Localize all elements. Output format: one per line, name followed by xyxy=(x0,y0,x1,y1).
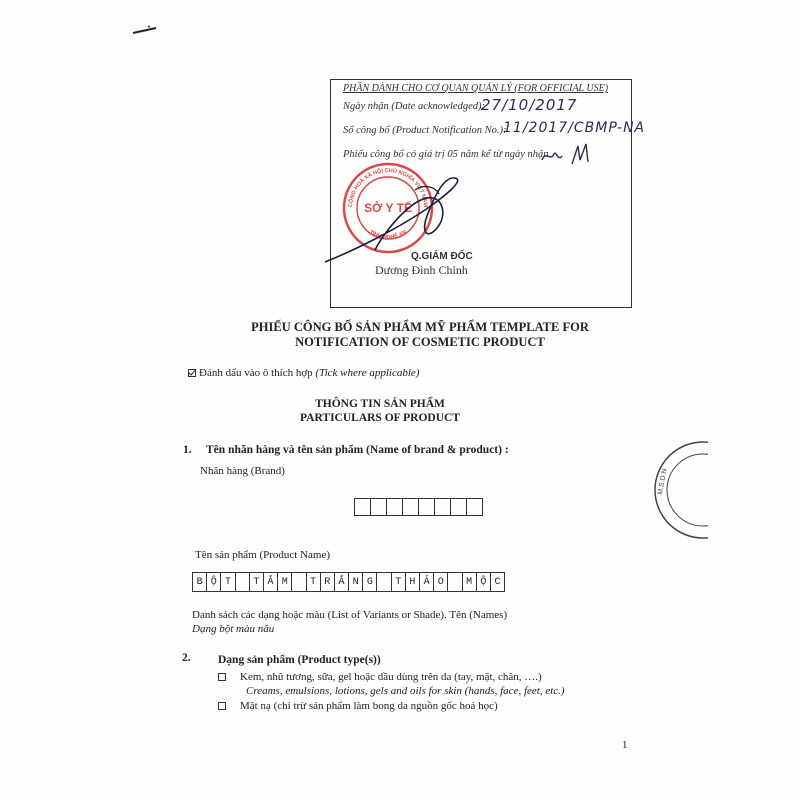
brand-cell xyxy=(386,498,403,516)
product-name-cell: G xyxy=(362,572,377,592)
option-1-label-en: Creams, emulsions, lotions, gels and oils for skin (hands, face, feet, etc.) xyxy=(246,685,565,697)
option-2-checkbox[interactable] xyxy=(218,702,226,710)
particulars-heading-vi: THÔNG TIN SẢN PHẨM xyxy=(315,398,445,410)
tick-instruction-en: (Tick where applicable) xyxy=(315,367,420,379)
product-name-cell: H xyxy=(405,572,420,592)
section-2-number: 2. xyxy=(182,652,191,664)
title-line-1: PHIẾU CÔNG BỐ SẢN PHẨM MỸ PHẨM TEMPLATE FOR xyxy=(251,320,589,334)
date-acknowledged-value: 27/10/2017 xyxy=(481,96,578,114)
variants-label: Danh sách các dạng hoặc màu (List of Variants or Shade). Tên (Names) xyxy=(192,609,508,621)
product-name-cell: M xyxy=(277,572,292,592)
product-name-cell: C xyxy=(490,572,505,592)
brand-label: Nhãn hàng (Brand) xyxy=(200,465,285,477)
product-name-label: Tên sản phẩm (Product Name) xyxy=(195,549,331,561)
product-name-cell xyxy=(291,572,306,592)
svg-text:M.S.D.N: M.S.D.N xyxy=(657,468,669,496)
date-acknowledged-label: Ngày nhận (Date acknowledged): xyxy=(343,101,486,112)
document-title xyxy=(200,320,640,350)
product-name-cell: N xyxy=(348,572,363,592)
page-number: 1 xyxy=(622,739,628,751)
svg-text:TỈNH NGHỆ AN: TỈNH NGHỆ AN xyxy=(368,229,408,241)
product-name-cell xyxy=(235,572,250,592)
director-title: Q.GIÁM ĐỐC xyxy=(411,251,473,262)
section-1-label: Tên nhãn hàng và tên sản phẩm (Name of brand & product) : xyxy=(206,444,509,456)
partial-company-stamp xyxy=(648,435,708,545)
section-2-label: Dạng sản phẩm (Product type(s)) xyxy=(218,654,381,666)
section-1-number: 1. xyxy=(183,444,192,456)
brand-cell xyxy=(434,498,451,516)
product-name-cell: B xyxy=(192,572,207,592)
product-type-option-2 xyxy=(218,700,498,712)
tick-instruction-vi: Đánh dấu vào ô thích hợp xyxy=(199,367,313,379)
product-name-cell: T xyxy=(306,572,321,592)
product-name-cell: T xyxy=(249,572,264,592)
scan-mark xyxy=(132,25,158,35)
svg-text:SỞ Y TẾ: SỞ Y TẾ xyxy=(364,201,412,215)
product-name-cell: R xyxy=(320,572,335,592)
product-type-option-1 xyxy=(218,671,542,683)
product-name-cell: Ộ xyxy=(206,572,221,592)
particulars-heading xyxy=(280,397,480,425)
option-2-label-vi: Mặt nạ (chỉ trừ sản phẩm làm bong da nguồn gốc hoá học) xyxy=(240,700,498,712)
brand-cell xyxy=(450,498,467,516)
brand-cell xyxy=(370,498,387,516)
product-name-cell: T xyxy=(220,572,235,592)
brand-cell xyxy=(354,498,371,516)
product-name-cell: Ắ xyxy=(263,572,278,592)
initials-signature xyxy=(536,140,596,168)
brand-cell xyxy=(402,498,419,516)
validity-note: Phiếu công bố có giá trị 05 năm kể từ ngày nhận. xyxy=(343,149,552,160)
option-1-label-vi: Kem, nhũ tương, sữa, gel hoặc dầu dùng trên da (tay, mặt, chân, ….) xyxy=(240,671,542,683)
product-name-cell: Ộ xyxy=(476,572,491,592)
notification-number-value: 11/2017/CBMP-NA xyxy=(503,120,646,136)
notification-number-label: Số công bố (Product Notification No.): xyxy=(343,125,507,136)
director-name: Dương Đình Chỉnh xyxy=(375,263,468,277)
official-use-heading: PHẦN DÀNH CHO CƠ QUAN QUẢN LÝ (FOR OFFICIAL USE) xyxy=(343,83,609,94)
brand-cell xyxy=(418,498,435,516)
product-name-cell xyxy=(376,572,391,592)
option-1-checkbox[interactable] xyxy=(218,673,226,681)
title-line-2: NOTIFICATION OF COSMETIC PRODUCT xyxy=(295,335,545,349)
tick-checkbox-icon xyxy=(188,369,196,377)
product-name-grid xyxy=(193,572,505,592)
product-name-cell: O xyxy=(433,572,448,592)
product-name-cell: T xyxy=(391,572,406,592)
product-name-cell: M xyxy=(462,572,477,592)
variants-value: Dạng bột màu nâu xyxy=(192,623,275,635)
product-name-cell: Ắ xyxy=(334,572,349,592)
product-name-cell xyxy=(447,572,462,592)
brand-input-grid xyxy=(355,498,483,516)
svg-text:CỘNG HOÀ XÃ HỘI CHỦ NGHĨA VIỆT: CỘNG HOÀ XÃ HỘI CHỦ NGHĨA VIỆT NAM xyxy=(347,167,429,208)
tick-instruction xyxy=(188,367,419,379)
product-name-cell: Ả xyxy=(419,572,434,592)
particulars-heading-en: PARTICULARS OF PRODUCT xyxy=(300,412,460,424)
brand-cell xyxy=(466,498,483,516)
